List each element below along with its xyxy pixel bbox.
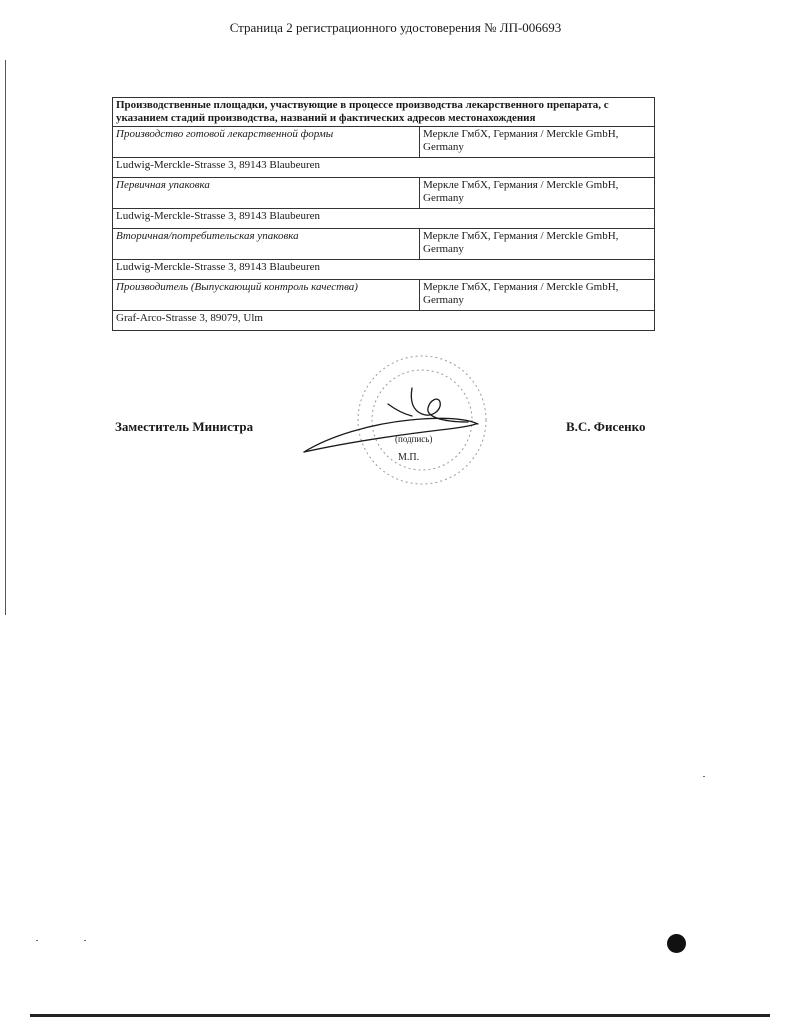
production-sites-table — [112, 97, 655, 331]
address-cell: Graf-Arco-Strasse 3, 89079, Ulm — [113, 311, 655, 331]
table-row — [113, 127, 655, 158]
scan-edge-line — [5, 60, 6, 615]
address-cell: Ludwig-Merckle-Strasse 3, 89143 Blaubeuren — [113, 158, 655, 178]
table-row — [113, 280, 655, 311]
signature-pen-icon — [304, 388, 478, 452]
signatory-title: Заместитель Министра — [115, 419, 254, 434]
signature-caption: (подпись) — [395, 434, 433, 444]
scan-speck — [84, 940, 86, 941]
signatory-name: В.С. Фисенко — [566, 419, 646, 434]
table-row — [113, 209, 655, 229]
punch-hole-icon — [667, 934, 686, 953]
page-header: Страница 2 регистрационного удостоверения № ЛП-006693 — [229, 20, 562, 35]
table-heading: Производственные площадки, участвующие в процессе производства лекарственного препарата, с указанием стадий производства, названий и фактических адресов местонахождения — [113, 98, 655, 127]
signature-stamp-graphic — [300, 352, 510, 492]
stage-cell: Производство готовой лекарственной формы — [113, 127, 420, 158]
manufacturer-cell: Меркле ГмбХ, Германия / Merckle GmbH, Germany — [420, 280, 655, 311]
address-cell: Ludwig-Merckle-Strasse 3, 89143 Blaubeuren — [113, 209, 655, 229]
manufacturer-cell: Меркле ГмбХ, Германия / Merckle GmbH, Germany — [420, 127, 655, 158]
stage-cell: Производитель (Выпускающий контроль качества) — [113, 280, 420, 311]
table-row — [113, 178, 655, 209]
table-heading-row — [113, 98, 655, 127]
scan-bottom-border — [30, 1014, 770, 1017]
table-row — [113, 311, 655, 331]
scan-speck — [36, 940, 38, 941]
stamp-label: М.П. — [398, 452, 420, 463]
stage-cell: Первичная упаковка — [113, 178, 420, 209]
manufacturer-cell: Меркле ГмбХ, Германия / Merckle GmbH, Germany — [420, 229, 655, 260]
address-cell: Ludwig-Merckle-Strasse 3, 89143 Blaubeuren — [113, 260, 655, 280]
table-row — [113, 229, 655, 260]
scan-speck — [703, 776, 705, 777]
stage-cell: Вторичная/потребительская упаковка — [113, 229, 420, 260]
manufacturer-cell: Меркле ГмбХ, Германия / Merckle GmbH, Germany — [420, 178, 655, 209]
table-row — [113, 260, 655, 280]
table-row — [113, 158, 655, 178]
